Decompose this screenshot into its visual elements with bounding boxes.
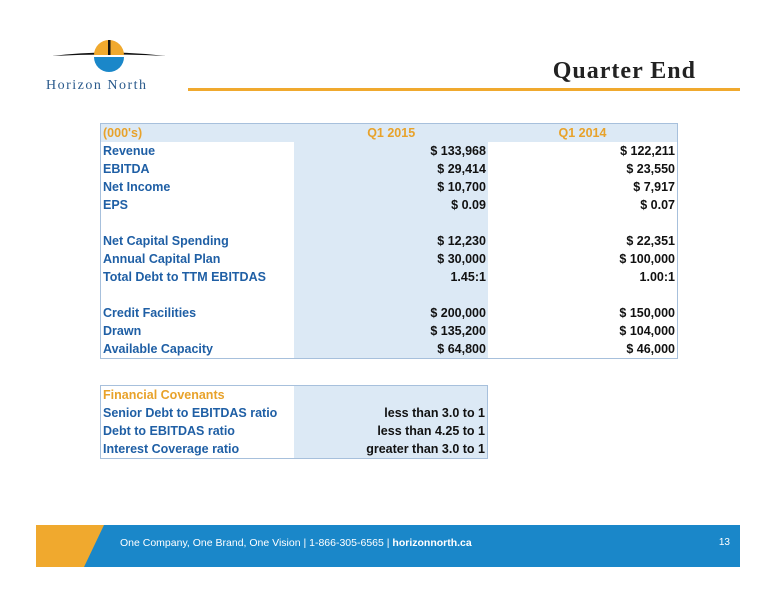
row-label: Net Income [103, 180, 171, 194]
row-label: Drawn [103, 324, 142, 338]
value-q1-2014: $ 150,000 [619, 306, 675, 320]
value-q1-2015: $ 135,200 [294, 322, 488, 340]
covenants-header-row [101, 386, 488, 405]
row-label: EPS [103, 198, 129, 212]
covenant-label: Debt to EBITDAS ratio [103, 424, 235, 438]
table-row [101, 422, 488, 440]
footer-url[interactable]: horizonnorth.ca [392, 537, 472, 549]
row-label: EBITDA [103, 162, 150, 176]
value-q1-2015: $ 200,000 [294, 304, 488, 322]
horizon-logo-icon [50, 36, 168, 76]
row-label: Total Debt to TTM EBITDAS [103, 270, 266, 284]
covenant-value: less than 4.25 to 1 [294, 422, 487, 440]
value-q1-2014: 1.00:1 [639, 270, 675, 284]
page-number: 13 [718, 537, 730, 548]
value-q1-2015: $ 10,700 [294, 178, 488, 196]
table-row [101, 196, 678, 214]
table-row [101, 404, 488, 422]
table-row [101, 232, 678, 250]
table-row [101, 160, 678, 178]
value-q1-2014: $ 122,211 [620, 144, 675, 158]
value-q1-2014: $ 100,000 [619, 252, 675, 266]
page-title: Quarter End [552, 58, 696, 84]
value-q1-2015: $ 0.09 [294, 196, 488, 214]
covenants-title: Financial Covenants [103, 388, 225, 402]
spacer-row [101, 214, 678, 232]
covenant-label: Senior Debt to EBITDAS ratio [103, 406, 278, 420]
table-row [101, 304, 678, 322]
logo-wordmark: Horizon North [46, 78, 148, 93]
table-row [101, 340, 678, 359]
covenant-value: less than 3.0 to 1 [294, 404, 487, 422]
value-q1-2015: $ 133,968 [294, 142, 488, 160]
financial-covenants-table [100, 385, 488, 459]
spacer-row [101, 286, 678, 304]
financial-summary-table [100, 123, 678, 359]
table-header-row [101, 124, 678, 143]
covenant-value: greater than 3.0 to 1 [294, 440, 487, 459]
value-q1-2014: $ 23,550 [626, 162, 675, 176]
value-q1-2015: $ 12,230 [294, 232, 488, 250]
row-label: Net Capital Spending [103, 234, 229, 248]
header-units: (000's) [101, 124, 295, 143]
table-row [101, 322, 678, 340]
footer-tagline [120, 537, 472, 549]
table-row [101, 268, 678, 286]
table-row [101, 440, 488, 459]
row-label: Available Capacity [103, 342, 214, 356]
value-q1-2014: $ 7,917 [633, 180, 675, 194]
table-row [101, 250, 678, 268]
header-divider [188, 88, 740, 91]
footer-tagline-text: One Company, One Brand, One Vision | 1-866-305-6565 | [120, 537, 390, 549]
value-q1-2014: $ 22,351 [626, 234, 675, 248]
header-q1-2015: Q1 2015 [294, 124, 488, 143]
value-q1-2014: $ 46,000 [626, 342, 675, 356]
row-label: Revenue [103, 144, 156, 158]
row-label: Annual Capital Plan [103, 252, 221, 266]
table-row [101, 142, 678, 160]
value-q1-2015: $ 30,000 [294, 250, 488, 268]
header-q1-2014: Q1 2014 [488, 124, 678, 143]
covenant-label: Interest Coverage ratio [103, 442, 240, 456]
row-label: Credit Facilities [103, 306, 197, 320]
table-row [101, 178, 678, 196]
value-q1-2015: 1.45:1 [294, 268, 488, 286]
value-q1-2015: $ 64,800 [294, 340, 488, 359]
value-q1-2014: $ 0.07 [640, 198, 675, 212]
value-q1-2015: $ 29,414 [294, 160, 488, 178]
company-logo [38, 36, 178, 96]
value-q1-2014: $ 104,000 [619, 324, 675, 338]
footer-bar [36, 525, 740, 567]
